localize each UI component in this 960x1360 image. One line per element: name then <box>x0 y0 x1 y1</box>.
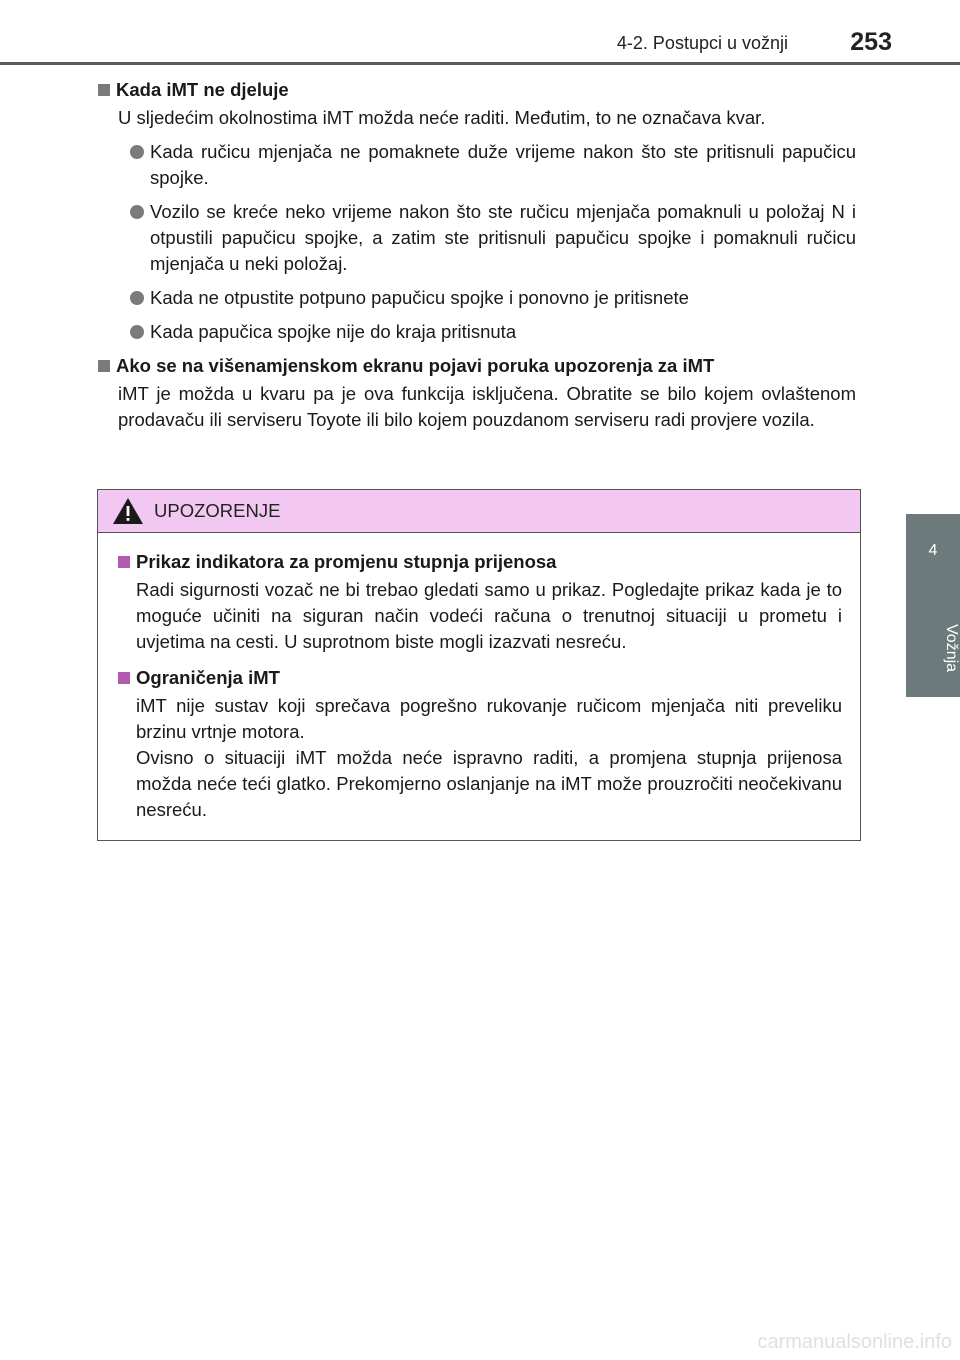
warning-triangle-icon <box>112 497 144 525</box>
section-heading <box>98 353 856 379</box>
list-item-text: Vozilo se kreće neko vrijeme nakon što ste ručicu mjenjača pomaknuli u položaj N i otpustili papučicu spojke, a zatim ste pritisnuli papučicu spojke i pomaknuli ručicu mjenjača u neki položaj. <box>150 201 856 274</box>
main-content <box>98 77 856 433</box>
list-item <box>130 139 856 191</box>
square-bullet-icon <box>98 84 110 96</box>
watermark: carmanualsonline.info <box>757 1331 952 1353</box>
chapter-label: Vožnja <box>943 623 960 673</box>
list-item-text: Kada ručicu mjenjača ne pomaknete duže vrijeme nakon što ste pritisnuli papučicu spojke. <box>150 141 856 188</box>
warning-item-heading <box>118 549 842 575</box>
chapter-side-tab[interactable] <box>906 514 960 697</box>
section-heading <box>98 77 856 103</box>
chapter-number: 4 <box>928 542 938 559</box>
warning-label: UPOZORENJE <box>154 500 281 521</box>
warning-body <box>98 533 860 823</box>
section-intro: U sljedećim okolnostima iMT možda neće raditi. Međutim, to ne označava kvar. <box>118 107 766 128</box>
section-heading-text: Ako se na višenamjenskom ekranu pojavi poruka upozorenja za iMT <box>116 355 715 376</box>
round-bullet-icon <box>130 325 144 339</box>
round-bullet-icon <box>130 291 144 305</box>
header-rule <box>0 62 960 65</box>
list-item-text: Kada ne otpustite potpuno papučicu spojke i ponovno je pritisnete <box>150 287 689 308</box>
warning-box <box>97 489 861 841</box>
page-header <box>0 0 960 66</box>
warning-item-heading <box>118 665 842 691</box>
round-bullet-icon <box>130 205 144 219</box>
page-number: 253 <box>850 28 892 56</box>
list-item <box>130 199 856 277</box>
list-item-text: Kada papučica spojke nije do kraja pritisnuta <box>150 321 517 342</box>
warning-item-heading-text: Prikaz indikatora za promjenu stupnja prijenosa <box>136 551 557 572</box>
square-bullet-icon <box>98 360 110 372</box>
warning-paragraph: Radi sigurnosti vozač ne bi trebao gledati samo u prikaz. Pogledajte prikaz kada je to moguće učiniti na siguran način vodeći računa o trenutnoj situaciji u prometu i uvjetima na cesti. U suprotnom biste mogli izazvati nesreću. <box>136 579 842 652</box>
header-section-title: 4-2. Postupci u vožnji <box>616 33 788 53</box>
list-item <box>130 319 856 345</box>
warning-item-heading-text: Ograničenja iMT <box>136 667 280 688</box>
round-bullet-icon <box>130 145 144 159</box>
warning-header <box>98 490 860 533</box>
warning-paragraph: Ovisno o situaciji iMT možda neće ispravno raditi, a promjena stupnja prijenosa možda neće teći glatko. Prekomjerno oslanjanje na iMT može prouzročiti neočekivanu nesreću. <box>136 747 842 820</box>
warning-paragraph: iMT nije sustav koji sprečava pogrešno rukovanje ručicom mjenjača niti preveliku brzinu vrtnje motora. <box>136 695 842 742</box>
section-heading-text: Kada iMT ne djeluje <box>116 79 289 100</box>
section-paragraph: iMT je možda u kvaru pa je ova funkcija isključena. Obratite se bilo kojem ovlaštenom prodavaču ili serviseru Toyote ili bilo kojem pouzdanom serviseru radi provjere vozila. <box>118 383 856 430</box>
square-bullet-icon <box>118 672 130 684</box>
list-item <box>130 285 856 311</box>
square-bullet-icon <box>118 556 130 568</box>
